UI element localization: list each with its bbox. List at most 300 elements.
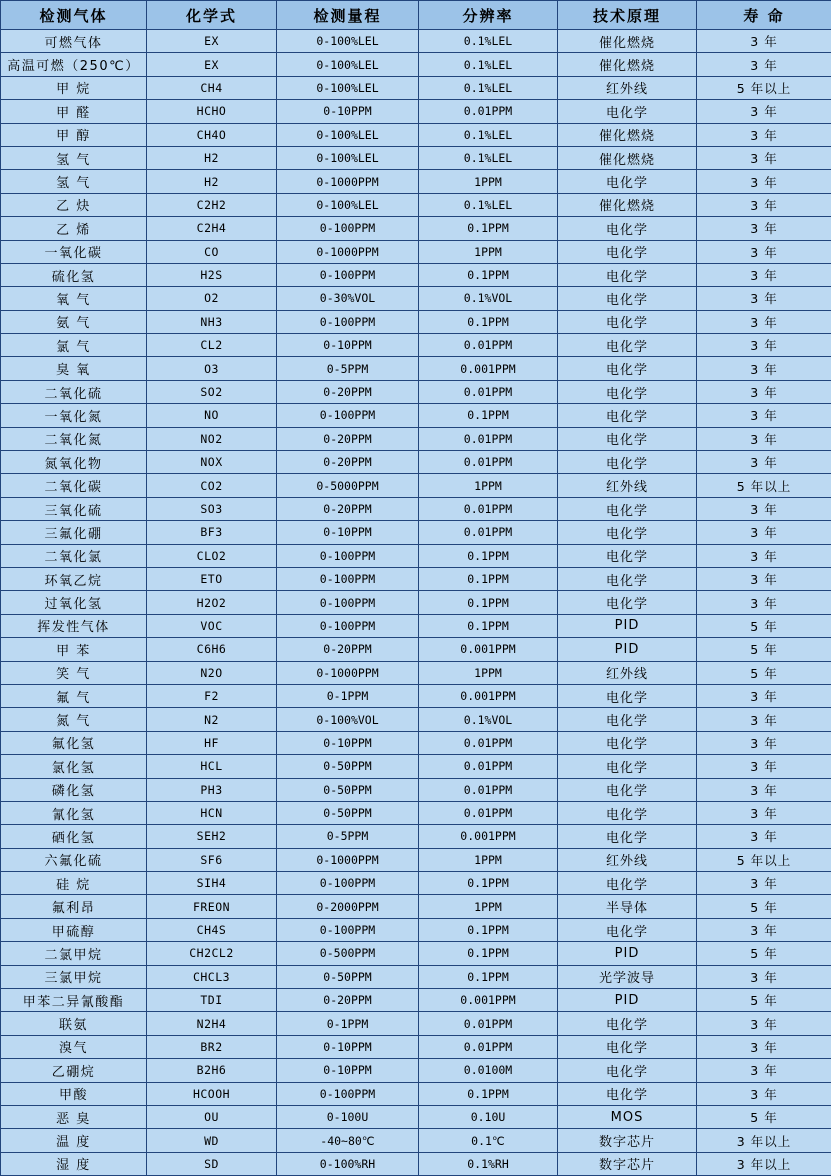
cell-principle: 电化学 <box>558 170 697 193</box>
cell-principle: 电化学 <box>558 801 697 824</box>
cell-formula: NOX <box>147 451 277 474</box>
cell-resolution: 0.001PPM <box>419 825 558 848</box>
table-row <box>1 30 831 53</box>
cell-principle: 催化燃烧 <box>558 123 697 146</box>
cell-range: 0-20PPM <box>277 427 419 450</box>
cell-range: 0-10PPM <box>277 731 419 754</box>
cell-range: 0-10PPM <box>277 1059 419 1082</box>
table-row <box>1 544 831 567</box>
cell-gas: 三氯甲烷 <box>1 965 147 988</box>
cell-range: 0-100%RH <box>277 1152 419 1175</box>
cell-gas: 乙 烯 <box>1 217 147 240</box>
cell-gas: 硒化氢 <box>1 825 147 848</box>
table-row <box>1 193 831 216</box>
cell-principle: 电化学 <box>558 778 697 801</box>
cell-resolution: 0.1PPM <box>419 614 558 637</box>
cell-gas: 高温可燃（250℃） <box>1 53 147 76</box>
cell-principle: 电化学 <box>558 755 697 778</box>
cell-gas: 氧 气 <box>1 287 147 310</box>
cell-gas: 氮 气 <box>1 708 147 731</box>
cell-principle: 电化学 <box>558 263 697 286</box>
cell-gas: 甲酸 <box>1 1082 147 1105</box>
cell-resolution: 1PPM <box>419 661 558 684</box>
cell-range: 0-100PPM <box>277 567 419 590</box>
cell-principle: 电化学 <box>558 100 697 123</box>
cell-range: 0-100PPM <box>277 614 419 637</box>
cell-formula: NO2 <box>147 427 277 450</box>
cell-formula: TDI <box>147 989 277 1012</box>
cell-resolution: 0.1PPM <box>419 263 558 286</box>
cell-resolution: 0.1%LEL <box>419 30 558 53</box>
cell-gas: 氰化氢 <box>1 801 147 824</box>
cell-range: 0-500PPM <box>277 942 419 965</box>
table-row <box>1 1082 831 1105</box>
cell-principle: 红外线 <box>558 76 697 99</box>
cell-gas: 乙硼烷 <box>1 1059 147 1082</box>
table-row <box>1 404 831 427</box>
table-row <box>1 1152 831 1175</box>
cell-resolution: 0.1PPM <box>419 404 558 427</box>
cell-range: 0-100%LEL <box>277 30 419 53</box>
cell-range: 0-20PPM <box>277 380 419 403</box>
cell-lifetime: 3 年 <box>697 1059 831 1082</box>
cell-range: 0-10PPM <box>277 521 419 544</box>
cell-resolution: 0.1PPM <box>419 310 558 333</box>
cell-gas: 二氧化硫 <box>1 380 147 403</box>
cell-lifetime: 3 年 <box>697 591 831 614</box>
cell-range: 0-20PPM <box>277 497 419 520</box>
cell-formula: B2H6 <box>147 1059 277 1082</box>
cell-resolution: 0.1%LEL <box>419 53 558 76</box>
cell-range: 0-5000PPM <box>277 474 419 497</box>
cell-resolution: 0.1℃ <box>419 1129 558 1152</box>
cell-range: 0-5PPM <box>277 357 419 380</box>
cell-lifetime: 3 年 <box>697 170 831 193</box>
cell-principle: 电化学 <box>558 380 697 403</box>
table-row <box>1 661 831 684</box>
cell-range: 0-2000PPM <box>277 895 419 918</box>
cell-resolution: 0.1PPM <box>419 942 558 965</box>
cell-resolution: 0.01PPM <box>419 100 558 123</box>
table-row <box>1 1012 831 1035</box>
cell-formula: CH2CL2 <box>147 942 277 965</box>
cell-lifetime: 3 年 <box>697 240 831 263</box>
cell-formula: O2 <box>147 287 277 310</box>
cell-range: 0-1000PPM <box>277 170 419 193</box>
table-row <box>1 240 831 263</box>
cell-lifetime: 3 年 <box>697 427 831 450</box>
cell-gas: 氟利昂 <box>1 895 147 918</box>
cell-formula: CHCL3 <box>147 965 277 988</box>
cell-resolution: 0.1%VOL <box>419 287 558 310</box>
cell-formula: N2H4 <box>147 1012 277 1035</box>
cell-formula: CH4S <box>147 918 277 941</box>
cell-range: 0-100PPM <box>277 544 419 567</box>
cell-resolution: 0.01PPM <box>419 778 558 801</box>
table-row <box>1 1059 831 1082</box>
cell-resolution: 0.01PPM <box>419 801 558 824</box>
cell-gas: 挥发性气体 <box>1 614 147 637</box>
cell-lifetime: 3 年 <box>697 100 831 123</box>
column-header-principle: 技术原理 <box>558 1 697 30</box>
cell-formula: C2H4 <box>147 217 277 240</box>
cell-range: 0-100%VOL <box>277 708 419 731</box>
cell-range: 0-5PPM <box>277 825 419 848</box>
cell-principle: 红外线 <box>558 848 697 871</box>
cell-resolution: 1PPM <box>419 895 558 918</box>
cell-formula: VOC <box>147 614 277 637</box>
cell-resolution: 0.01PPM <box>419 521 558 544</box>
cell-gas: 一氧化氮 <box>1 404 147 427</box>
cell-formula: PH3 <box>147 778 277 801</box>
cell-resolution: 1PPM <box>419 848 558 871</box>
cell-resolution: 0.01PPM <box>419 451 558 474</box>
cell-principle: 电化学 <box>558 708 697 731</box>
cell-principle: 半导体 <box>558 895 697 918</box>
cell-lifetime: 5 年 <box>697 989 831 1012</box>
cell-range: 0-20PPM <box>277 989 419 1012</box>
cell-gas: 甲苯二异氰酸酯 <box>1 989 147 1012</box>
cell-gas: 氢 气 <box>1 170 147 193</box>
cell-principle: 电化学 <box>558 591 697 614</box>
cell-formula: FREON <box>147 895 277 918</box>
cell-principle: PID <box>558 989 697 1012</box>
cell-lifetime: 3 年 <box>697 497 831 520</box>
cell-principle: 电化学 <box>558 240 697 263</box>
cell-principle: 催化燃烧 <box>558 193 697 216</box>
cell-formula: CO <box>147 240 277 263</box>
cell-range: 0-100%LEL <box>277 123 419 146</box>
table-row <box>1 638 831 661</box>
cell-lifetime: 3 年 <box>697 404 831 427</box>
cell-lifetime: 3 年 <box>697 123 831 146</box>
cell-lifetime: 3 年 <box>697 755 831 778</box>
cell-gas: 温 度 <box>1 1129 147 1152</box>
cell-principle: 电化学 <box>558 357 697 380</box>
cell-principle: 催化燃烧 <box>558 53 697 76</box>
cell-gas: 氟 气 <box>1 684 147 707</box>
cell-gas: 甲 醇 <box>1 123 147 146</box>
cell-principle: 电化学 <box>558 427 697 450</box>
column-header-gas: 检测气体 <box>1 1 147 30</box>
cell-lifetime: 5 年以上 <box>697 76 831 99</box>
cell-gas: 甲硫醇 <box>1 918 147 941</box>
cell-formula: BR2 <box>147 1035 277 1058</box>
cell-principle: 电化学 <box>558 287 697 310</box>
cell-range: 0-100%LEL <box>277 146 419 169</box>
cell-principle: 红外线 <box>558 474 697 497</box>
cell-lifetime: 3 年 <box>697 872 831 895</box>
cell-gas: 二氧化碳 <box>1 474 147 497</box>
cell-gas: 恶 臭 <box>1 1105 147 1128</box>
cell-range: 0-100U <box>277 1105 419 1128</box>
cell-gas: 氯化氢 <box>1 755 147 778</box>
table-row <box>1 567 831 590</box>
table-row <box>1 614 831 637</box>
table-row <box>1 287 831 310</box>
cell-principle: 红外线 <box>558 661 697 684</box>
cell-principle: 数字芯片 <box>558 1129 697 1152</box>
cell-lifetime: 3 年 <box>697 544 831 567</box>
table-row <box>1 217 831 240</box>
cell-resolution: 0.1PPM <box>419 217 558 240</box>
cell-lifetime: 3 年 <box>697 708 831 731</box>
cell-formula: NO <box>147 404 277 427</box>
cell-principle: 电化学 <box>558 567 697 590</box>
cell-principle: 电化学 <box>558 1035 697 1058</box>
cell-lifetime: 5 年 <box>697 895 831 918</box>
cell-lifetime: 5 年 <box>697 638 831 661</box>
cell-formula: SF6 <box>147 848 277 871</box>
cell-lifetime: 3 年 <box>697 801 831 824</box>
cell-principle: 电化学 <box>558 451 697 474</box>
cell-range: 0-100PPM <box>277 310 419 333</box>
cell-principle: MOS <box>558 1105 697 1128</box>
cell-lifetime: 3 年 <box>697 217 831 240</box>
cell-lifetime: 5 年 <box>697 1105 831 1128</box>
table-row <box>1 942 831 965</box>
table-row <box>1 895 831 918</box>
table-row <box>1 965 831 988</box>
cell-formula: C2H2 <box>147 193 277 216</box>
cell-range: 0-20PPM <box>277 638 419 661</box>
cell-lifetime: 3 年 <box>697 778 831 801</box>
cell-lifetime: 3 年 <box>697 684 831 707</box>
table-row <box>1 825 831 848</box>
cell-range: 0-1000PPM <box>277 848 419 871</box>
cell-formula: N2 <box>147 708 277 731</box>
cell-range: 0-1PPM <box>277 684 419 707</box>
cell-range: 0-100PPM <box>277 1082 419 1105</box>
cell-gas: 氟化氢 <box>1 731 147 754</box>
cell-lifetime: 3 年以上 <box>697 1152 831 1175</box>
table-row <box>1 801 831 824</box>
table-row <box>1 848 831 871</box>
cell-principle: 电化学 <box>558 872 697 895</box>
cell-gas: 六氟化硫 <box>1 848 147 871</box>
cell-range: 0-1PPM <box>277 1012 419 1035</box>
cell-range: 0-50PPM <box>277 778 419 801</box>
cell-lifetime: 3 年 <box>697 380 831 403</box>
cell-resolution: 0.01PPM <box>419 427 558 450</box>
cell-lifetime: 5 年以上 <box>697 474 831 497</box>
cell-formula: C6H6 <box>147 638 277 661</box>
cell-gas: 湿 度 <box>1 1152 147 1175</box>
table-row <box>1 310 831 333</box>
cell-formula: OU <box>147 1105 277 1128</box>
cell-resolution: 0.01PPM <box>419 731 558 754</box>
cell-range: 0-50PPM <box>277 801 419 824</box>
table-row <box>1 872 831 895</box>
cell-gas: 环氧乙烷 <box>1 567 147 590</box>
cell-range: 0-10PPM <box>277 1035 419 1058</box>
cell-lifetime: 3 年 <box>697 53 831 76</box>
cell-lifetime: 3 年 <box>697 567 831 590</box>
cell-range: 0-100PPM <box>277 918 419 941</box>
cell-range: 0-10PPM <box>277 100 419 123</box>
cell-principle: 光学波导 <box>558 965 697 988</box>
cell-principle: PID <box>558 614 697 637</box>
cell-formula: WD <box>147 1129 277 1152</box>
cell-principle: 催化燃烧 <box>558 30 697 53</box>
cell-gas: 硫化氢 <box>1 263 147 286</box>
cell-formula: SD <box>147 1152 277 1175</box>
table-row <box>1 451 831 474</box>
cell-formula: CH4 <box>147 76 277 99</box>
cell-range: 0-100PPM <box>277 217 419 240</box>
cell-formula: HF <box>147 731 277 754</box>
table-row <box>1 357 831 380</box>
cell-range: 0-100%LEL <box>277 53 419 76</box>
cell-principle: 电化学 <box>558 497 697 520</box>
cell-resolution: 0.1%LEL <box>419 193 558 216</box>
cell-gas: 甲 烷 <box>1 76 147 99</box>
cell-gas: 可燃气体 <box>1 30 147 53</box>
cell-gas: 臭 氧 <box>1 357 147 380</box>
cell-lifetime: 3 年 <box>697 193 831 216</box>
cell-formula: H2 <box>147 170 277 193</box>
cell-principle: 电化学 <box>558 521 697 544</box>
cell-range: 0-30%VOL <box>277 287 419 310</box>
table-header <box>1 1 831 30</box>
column-header-resolution: 分辨率 <box>419 1 558 30</box>
cell-gas: 一氧化碳 <box>1 240 147 263</box>
header-row <box>1 1 831 30</box>
cell-formula: HCN <box>147 801 277 824</box>
cell-principle: 电化学 <box>558 918 697 941</box>
cell-formula: HCHO <box>147 100 277 123</box>
cell-resolution: 0.1%LEL <box>419 146 558 169</box>
cell-lifetime: 3 年 <box>697 287 831 310</box>
cell-range: -40~80℃ <box>277 1129 419 1152</box>
table-row <box>1 263 831 286</box>
cell-formula: CL2 <box>147 334 277 357</box>
cell-principle: 电化学 <box>558 404 697 427</box>
cell-gas: 氢 气 <box>1 146 147 169</box>
cell-principle: PID <box>558 942 697 965</box>
cell-resolution: 0.01PPM <box>419 497 558 520</box>
cell-formula: HCL <box>147 755 277 778</box>
cell-resolution: 1PPM <box>419 240 558 263</box>
cell-gas: 氮氧化物 <box>1 451 147 474</box>
cell-range: 0-50PPM <box>277 965 419 988</box>
column-header-formula: 化学式 <box>147 1 277 30</box>
table-row <box>1 380 831 403</box>
cell-resolution: 0.01PPM <box>419 1012 558 1035</box>
cell-resolution: 0.1PPM <box>419 918 558 941</box>
cell-resolution: 0.1PPM <box>419 965 558 988</box>
cell-resolution: 0.01PPM <box>419 334 558 357</box>
table-row <box>1 778 831 801</box>
cell-resolution: 0.01PPM <box>419 380 558 403</box>
cell-resolution: 0.10U <box>419 1105 558 1128</box>
table-row <box>1 474 831 497</box>
cell-formula: NH3 <box>147 310 277 333</box>
cell-lifetime: 3 年 <box>697 1035 831 1058</box>
cell-gas: 甲 醛 <box>1 100 147 123</box>
cell-gas: 二氧化氯 <box>1 544 147 567</box>
cell-range: 0-50PPM <box>277 755 419 778</box>
cell-gas: 联氨 <box>1 1012 147 1035</box>
cell-range: 0-10PPM <box>277 334 419 357</box>
cell-range: 0-100PPM <box>277 404 419 427</box>
cell-gas: 溴气 <box>1 1035 147 1058</box>
cell-principle: 催化燃烧 <box>558 146 697 169</box>
cell-formula: H2 <box>147 146 277 169</box>
cell-formula: O3 <box>147 357 277 380</box>
cell-resolution: 0.1PPM <box>419 1082 558 1105</box>
cell-lifetime: 3 年 <box>697 1012 831 1035</box>
cell-formula: SIH4 <box>147 872 277 895</box>
cell-principle: 电化学 <box>558 334 697 357</box>
cell-resolution: 0.0100M <box>419 1059 558 1082</box>
column-header-range: 检测量程 <box>277 1 419 30</box>
table-row <box>1 755 831 778</box>
cell-lifetime: 3 年 <box>697 30 831 53</box>
table-row <box>1 708 831 731</box>
cell-gas: 三氟化硼 <box>1 521 147 544</box>
table-row <box>1 684 831 707</box>
cell-range: 0-100PPM <box>277 872 419 895</box>
cell-formula: ETO <box>147 567 277 590</box>
cell-lifetime: 3 年 <box>697 1082 831 1105</box>
cell-resolution: 0.1PPM <box>419 544 558 567</box>
cell-lifetime: 3 年以上 <box>697 1129 831 1152</box>
cell-resolution: 0.1%LEL <box>419 76 558 99</box>
cell-formula: EX <box>147 30 277 53</box>
cell-formula: F2 <box>147 684 277 707</box>
cell-formula: CLO2 <box>147 544 277 567</box>
cell-resolution: 0.001PPM <box>419 638 558 661</box>
table-row <box>1 170 831 193</box>
cell-gas: 硅 烷 <box>1 872 147 895</box>
cell-principle: 数字芯片 <box>558 1152 697 1175</box>
cell-lifetime: 3 年 <box>697 731 831 754</box>
cell-principle: 电化学 <box>558 731 697 754</box>
table-row <box>1 53 831 76</box>
cell-principle: 电化学 <box>558 310 697 333</box>
cell-resolution: 1PPM <box>419 170 558 193</box>
cell-range: 0-1000PPM <box>277 661 419 684</box>
cell-gas: 乙 炔 <box>1 193 147 216</box>
table-row <box>1 427 831 450</box>
table-row <box>1 521 831 544</box>
cell-principle: 电化学 <box>558 544 697 567</box>
cell-range: 0-1000PPM <box>277 240 419 263</box>
cell-principle: 电化学 <box>558 684 697 707</box>
cell-resolution: 0.001PPM <box>419 357 558 380</box>
cell-formula: CO2 <box>147 474 277 497</box>
cell-formula: BF3 <box>147 521 277 544</box>
cell-gas: 二氧化氮 <box>1 427 147 450</box>
cell-formula: H2O2 <box>147 591 277 614</box>
cell-formula: EX <box>147 53 277 76</box>
table-row <box>1 591 831 614</box>
cell-principle: 电化学 <box>558 825 697 848</box>
cell-gas: 甲 苯 <box>1 638 147 661</box>
table-row <box>1 497 831 520</box>
cell-lifetime: 3 年 <box>697 310 831 333</box>
cell-lifetime: 3 年 <box>697 918 831 941</box>
cell-resolution: 0.01PPM <box>419 1035 558 1058</box>
cell-gas: 磷化氢 <box>1 778 147 801</box>
cell-resolution: 0.1%VOL <box>419 708 558 731</box>
table-row <box>1 731 831 754</box>
cell-lifetime: 3 年 <box>697 334 831 357</box>
cell-lifetime: 3 年 <box>697 825 831 848</box>
cell-formula: N2O <box>147 661 277 684</box>
cell-lifetime: 3 年 <box>697 451 831 474</box>
